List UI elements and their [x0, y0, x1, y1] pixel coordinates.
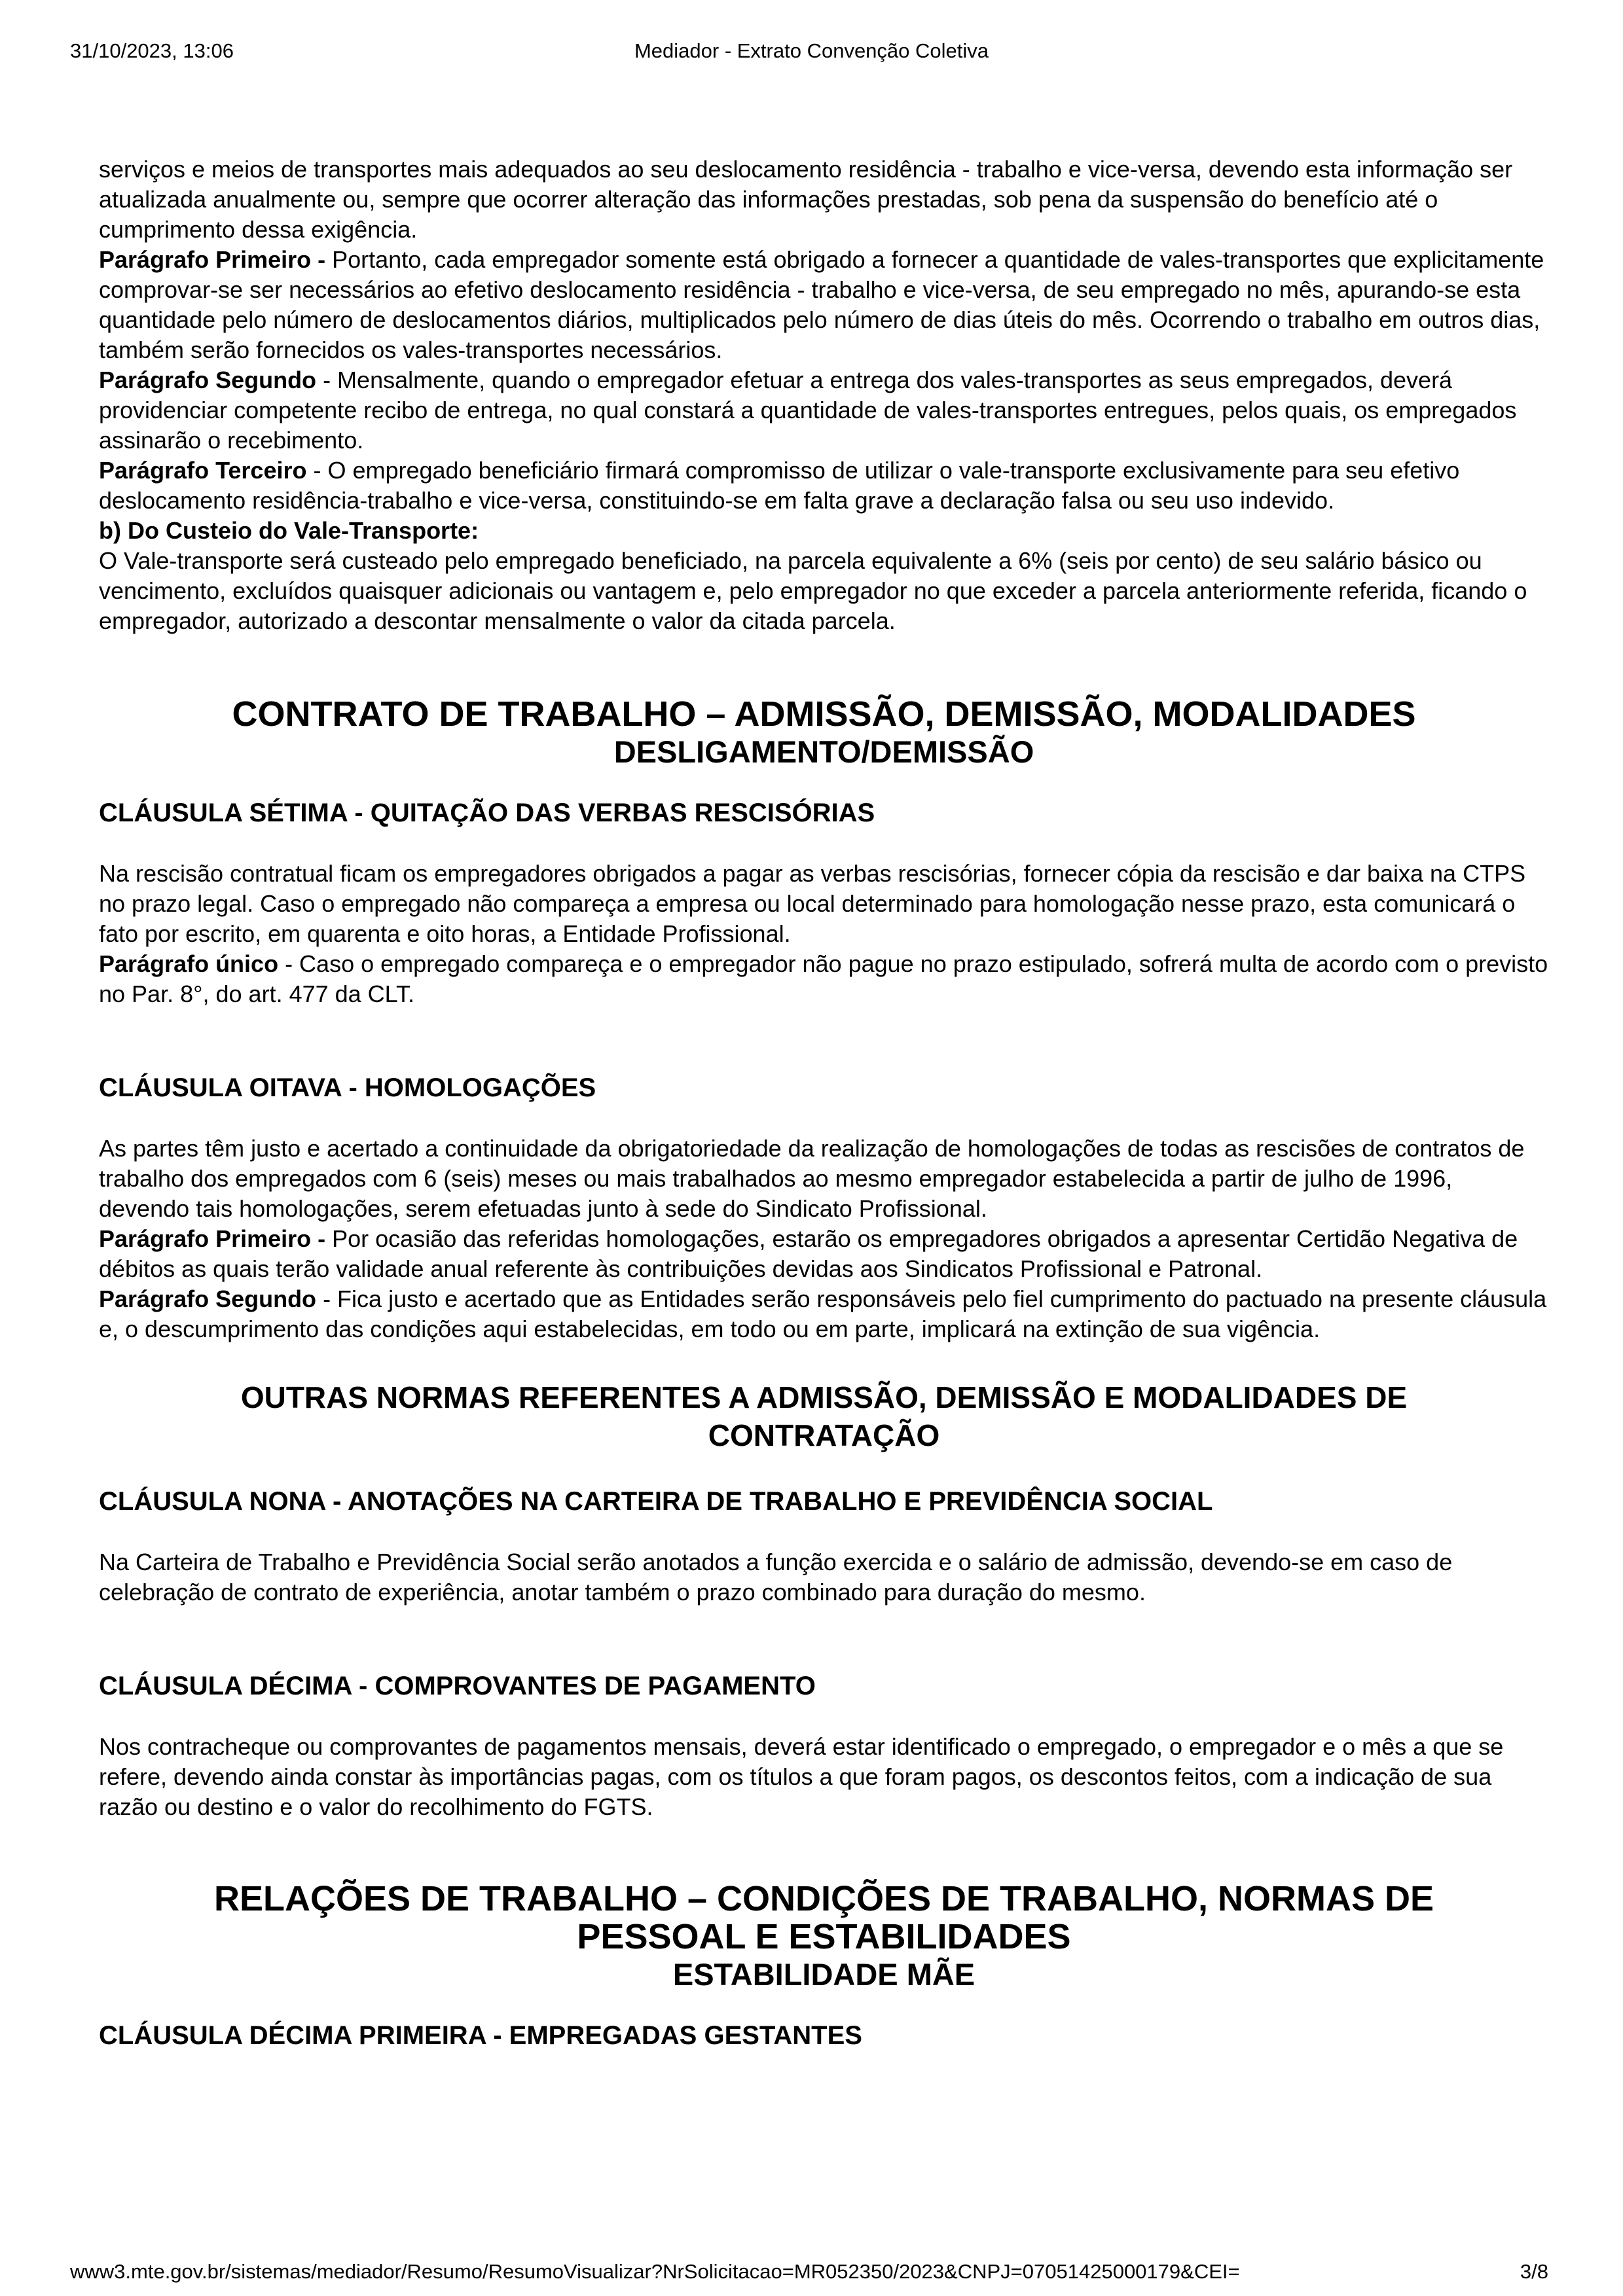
print-datetime: 31/10/2023, 13:06	[70, 39, 234, 62]
section-subtitle-estabilidade: ESTABILIDADE MÃE	[672, 1957, 976, 1992]
section-title-contrato: CONTRATO DE TRABALHO – ADMISSÃO, DEMISSÃO, MODALIDADES	[232, 694, 1416, 734]
intro-paragraph: serviços e meios de transportes mais adequados ao seu deslocamento residência - trabalho e vice-versa, devendo esta informação ser atualizada anualmente ou, sempre que ocorrer alteração das informações prestadas, sob pena da suspensão do benefício até o cumprimento dessa exigência.	[99, 156, 1513, 243]
section-title-outras-normas: OUTRAS NORMAS REFERENTES A ADMISSÃO, DEMISSÃO E MODALIDADES DE CONTRATAÇÃO	[240, 1380, 1408, 1452]
paragraph-label: Parágrafo Primeiro -	[99, 246, 326, 273]
clause-title-oitava: CLÁUSULA OITAVA - HOMOLOGAÇÕES	[99, 1073, 596, 1102]
paragraph-label: Parágrafo Segundo	[99, 1285, 317, 1312]
paragraph-text: - O empregado beneficiário firmará compromisso de utilizar o vale-transporte exclusivamente para seu efetivo deslocamento residência-trabalho e vice-versa, constituindo-se em falta grave a declaração falsa ou seu uso indevido.	[99, 457, 1460, 514]
paragraph-text: - Mensalmente, quando o empregador efetuar a entrega dos vales-transportes as seus empregados, deverá providenciar competente recibo de entrega, no qual constará a quantidade de vales-transportes entregues, pelos quais, os empregados assinarão o recebimento.	[99, 367, 1517, 454]
clause-title-nona: CLÁUSULA NONA - ANOTAÇÕES NA CARTEIRA DE TRABALHO E PREVIDÊNCIA SOCIAL	[99, 1487, 1213, 1516]
intro-paragraph-primeiro	[99, 245, 1549, 365]
document-body	[99, 154, 1549, 2051]
clause-text-nona: Na Carteira de Trabalho e Previdência Social serão anotados a função exercida e o salário de admissão, devendo-se em caso de celebração de contrato de experiência, anotar também o prazo combinado para duração do mesmo.	[99, 1549, 1453, 1605]
clause-paragraph-unico	[99, 949, 1549, 1009]
clause-text-setima: Na rescisão contratual ficam os empregadores obrigados a pagar as verbas rescisórias, fornecer cópia da rescisão e dar baixa na CTPS no prazo legal. Caso o empregado não compareça a empresa ou local determinado para homologação nesse prazo, esta comunicará o fato por escrito, em quarenta e oito horas, a Entidade Profissional.	[99, 860, 1526, 947]
paragraph-text: Portanto, cada empregador somente está obrigado a fornecer a quantidade de vales-transportes que explicitamente comprovar-se ser necessários ao efetivo deslocamento residência - trabalho e vice-versa, de seu empregado no mês, apurando-se esta quantidade pelo número de deslocamentos diários, multiplicados pelo número de dias úteis do mês. Ocorrendo o trabalho em outros dias, também serão fornecidos os vales-transportes necessários.	[99, 246, 1544, 363]
clause-paragraph-segundo	[99, 1284, 1549, 1344]
clause-text-oitava: As partes têm justo e acertado a continuidade da obrigatoriedade da realização de homologações de todas as rescisões de contratos de trabalho dos empregados com 6 (seis) meses ou mais trabalhados ao mesmo empregador estabelecida a partir de julho de 1996, devendo tais homologações, serem efetuadas junto à sede do Sindicato Profissional.	[99, 1135, 1525, 1222]
section-title-relacoes: RELAÇÕES DE TRABALHO – CONDIÇÕES DE TRABALHO, NORMAS DE PESSOAL E ESTABILIDADES	[213, 1879, 1434, 1956]
clause-paragraph-primeiro	[99, 1224, 1549, 1284]
clause-title-decima-primeira: CLÁUSULA DÉCIMA PRIMEIRA - EMPREGADAS GESTANTES	[99, 2021, 862, 2050]
intro-paragraph-segundo	[99, 365, 1549, 456]
custeio-heading: b) Do Custeio do Vale-Transporte:	[99, 517, 479, 544]
page-url: www3.mte.gov.br/sistemas/mediador/Resumo/ResumoVisualizar?NrSolicitacao=MR052350/2023&CNPJ=07051425000179&CEI=	[70, 2260, 1240, 2283]
clause-title-decima: CLÁUSULA DÉCIMA - COMPROVANTES DE PAGAMENTO	[99, 1672, 816, 1700]
paragraph-label: Parágrafo Terceiro	[99, 457, 307, 484]
custeio-title	[99, 516, 1549, 546]
page-header-title: Mediador - Extrato Convenção Coletiva	[634, 39, 989, 62]
paragraph-text: - Caso o empregado compareça e o empregador não pague no prazo estipulado, sofrerá multa de acordo com o previsto no Par. 8°, do art. 477 da CLT.	[99, 950, 1548, 1007]
clause-title-setima: CLÁUSULA SÉTIMA - QUITAÇÃO DAS VERBAS RESCISÓRIAS	[99, 798, 875, 827]
custeio-text: O Vale-transporte será custeado pelo empregado beneficiado, na parcela equivalente a 6% (seis por cento) de seu salário básico ou vencimento, excluídos quaisquer adicionais ou vantagem e, pelo empregador no que exceder a parcela anteriormente referida, ficando o empregador, autorizado a descontar mensalmente o valor da citada parcela.	[99, 547, 1527, 634]
paragraph-label: Parágrafo único	[99, 950, 279, 977]
intro-paragraph-terceiro	[99, 456, 1549, 516]
clause-text-decima: Nos contracheque ou comprovantes de pagamentos mensais, deverá estar identificado o empregado, o empregador e o mês a que se refere, devendo ainda constar às importâncias pagas, com os títulos a que foram pagos, os descontos feitos, com a indicação de sua razão ou destino e o valor do recolhimento do FGTS.	[99, 1733, 1504, 1820]
paragraph-text: Por ocasião das referidas homologações, estarão os empregadores obrigados a apresentar Certidão Negativa de débitos as quais terão validade anual referente às contribuições devidas aos Sindicatos Profissional e Patronal.	[99, 1225, 1518, 1282]
section-subtitle-desligamento: DESLIGAMENTO/DEMISSÃO	[613, 734, 1034, 769]
paragraph-label: Parágrafo Primeiro -	[99, 1225, 326, 1252]
paragraph-text: - Fica justo e acertado que as Entidades serão responsáveis pelo fiel cumprimento do pactuado na presente cláusula e, o descumprimento das condições aqui estabelecidas, em todo ou em parte, implicará na extinção de sua vigência.	[99, 1285, 1547, 1342]
page-number: 3/8	[1520, 2260, 1548, 2283]
paragraph-label: Parágrafo Segundo	[99, 367, 317, 393]
